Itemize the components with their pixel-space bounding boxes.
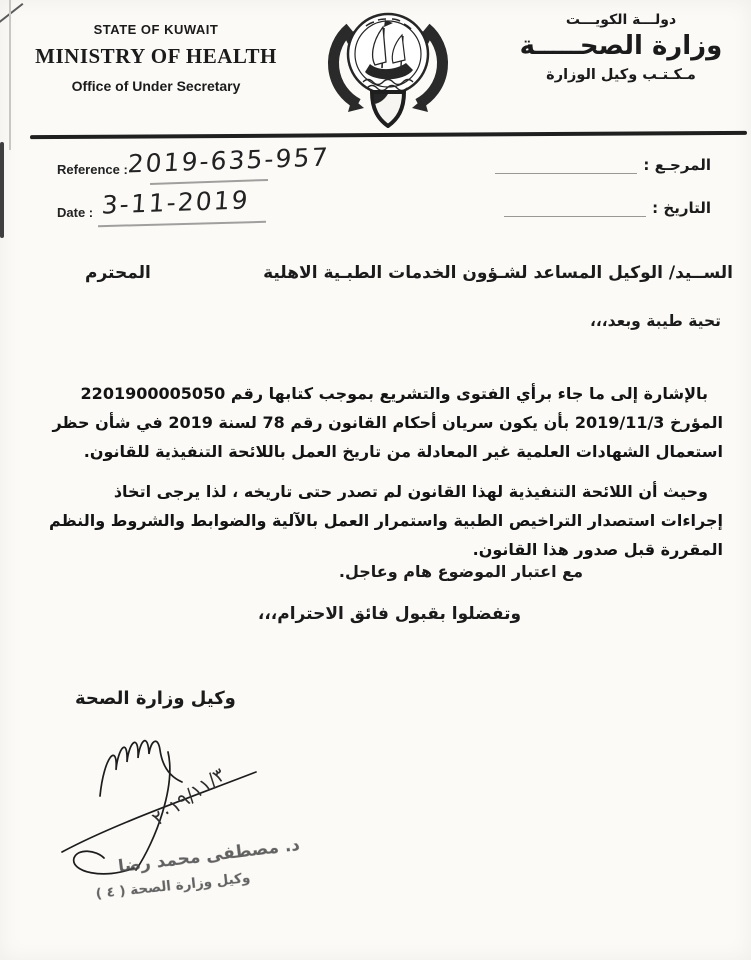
date-underline [98,221,266,227]
paragraph-line: استعمال الشهادات العلمية غير المعادلة من تاريخ العمل باللائحة التنفيذية للقانون. [83,442,723,461]
kuwait-coat-of-arms-icon [322,0,454,132]
paragraph-line: وحيث أن اللائحة التنفيذية لهذا القانون لم تصدر حتى تاريخه ، لذا يرجى اتخاذ [113,482,708,501]
body-paragraph-1 [52,379,723,466]
ministry-name-en: MINISTRY OF HEALTH [35,44,277,68]
date-label-ar: التاريخ : [652,199,711,217]
paragraph-line: بالإشارة إلى ما جاء برأي الفتوى والتشريع بموجب كتابها رقم 2201900005050 [80,384,708,403]
reference-number-handwritten: 2019-635-957 [126,142,331,179]
reference-label-ar: المرجـع : [643,156,711,174]
state-name-ar: دولـــة الكويـــت [565,12,677,28]
date-label-en: Date : [57,205,94,220]
paragraph-line: إجراءات استصدار التراخيص الطبية واستمرار العمل بالآلية والضوابط والشروط والنظم [49,511,723,530]
letterhead-english [30,22,282,94]
date-handwritten: 3-11-2019 [100,185,251,220]
signature-date-handwritten: ٢٠١٩/١١/٣ [148,763,230,831]
signer-title: وكيل وزارة الصحة [75,688,236,709]
date-blank-line [504,203,646,217]
closing-phrase: وتفضلوا بقبول فائق الاحترام،،، [257,604,522,624]
date-row-arabic [504,199,711,217]
reference-label-en: Reference : [57,162,128,177]
body-paragraph-2 [49,477,723,564]
header-divider [30,131,747,139]
scan-edge-line [9,0,11,150]
addressee-title: الســيد/ الوكيل المساعد لشـؤون الخدمات الطبـية الاهلية [263,263,733,283]
state-name-en: STATE OF KUWAIT [93,22,219,37]
letterhead-arabic [517,12,725,83]
salutation: تحية طيبة وبعد،،، [590,312,721,330]
scan-edge-streak [0,142,4,238]
reference-row-arabic [495,156,711,174]
honorific: المحترم [85,263,151,283]
ministry-name-ar: وزارة الصحـــــة [519,31,723,61]
office-name-ar: مـكـتـب وكيل الوزارة [546,67,696,83]
stamp-signer-title: وكيل وزارة الصحة ( ٤ ) [94,869,252,903]
reference-blank-line [495,160,637,174]
reference-underline [150,179,268,185]
pen-mark-corner [0,3,23,23]
urgency-note: مع اعتبار الموضوع هام وعاجل. [338,562,583,581]
paragraph-line: المقررة قبل صدور هذا القانون. [472,540,723,559]
paragraph-line: المؤرخ 2019/11/3 بأن يكون سريان أحكام القانون رقم 78 لسنة 2019 في شأن حظر [52,413,723,432]
addressee-row [85,263,733,283]
stamp-signer-name: د. مصطفى محمد رضا [117,834,301,878]
office-name-en: Office of Under Secretary [71,78,241,94]
